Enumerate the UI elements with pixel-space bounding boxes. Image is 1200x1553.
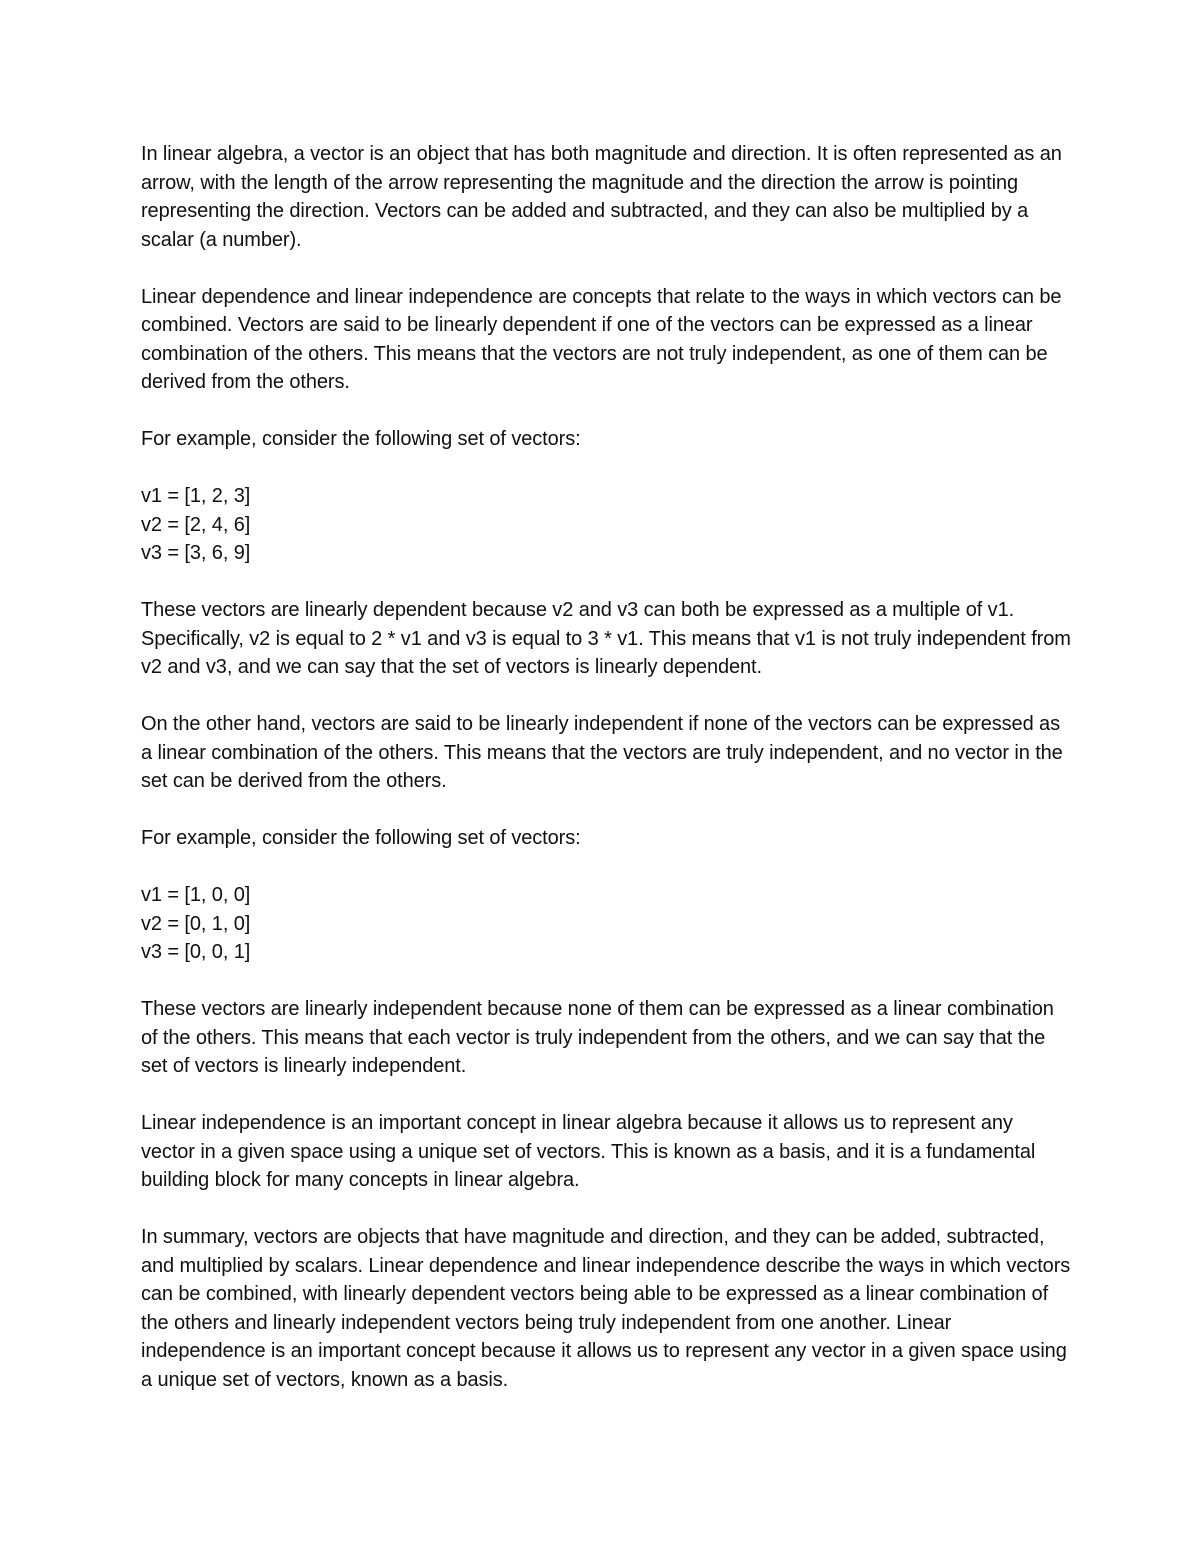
document-page	[141, 140, 1071, 1423]
paragraph-vector-definition: In linear algebra, a vector is an object that has both magnitude and direction. It is often represented as an arrow, with the length of the arrow representing the magnitude and the direction the arrow is pointing representing the direction. Vectors can be added and subtracted, and they can also be multiplied by a scalar (a number).	[141, 143, 1062, 251]
independent-vector-v1: v1 = [1, 0, 0]	[141, 884, 251, 906]
paragraph-example-intro-independent: For example, consider the following set of vectors:	[141, 827, 581, 849]
paragraph-dependent-explanation: These vectors are linearly dependent because v2 and v3 can both be expressed as a multiple of v1. Specifically, v2 is equal to 2 * v1 and v3 is equal to 3 * v1. This means that v1 is not truly independent from v2 and v3, and we can say that the set of vectors is linearly dependent.	[141, 599, 1071, 678]
paragraph-independent-explanation: These vectors are linearly independent because none of them can be expressed as a linear combination of the others. This means that each vector is truly independent from the others, and we can say that the set of vectors is linearly independent.	[141, 998, 1054, 1077]
dependent-vector-v1: v1 = [1, 2, 3]	[141, 485, 251, 507]
dependent-vector-v2: v2 = [2, 4, 6]	[141, 513, 251, 536]
paragraph-linear-dependence: Linear dependence and linear independence are concepts that relate to the ways in which vectors can be combined. Vectors are said to be linearly dependent if one of the vectors can be expressed as a linear combination of the others. This means that the vectors are not truly independent, as one of them can be derived from the others.	[141, 285, 1062, 393]
paragraph-example-intro-dependent: For example, consider the following set of vectors:	[141, 428, 581, 450]
dependent-vector-list	[141, 482, 1071, 568]
independent-vector-v3: v3 = [0, 0, 1]	[141, 941, 251, 963]
paragraph-basis: Linear independence is an important concept in linear algebra because it allows us to represent any vector in a given space using a unique set of vectors. This is known as a basis, and it is a fundamental building block for many concepts in linear algebra.	[141, 1112, 1036, 1191]
paragraph-summary: In summary, vectors are objects that have magnitude and direction, and they can be added, subtracted, and multiplied by scalars. Linear dependence and linear independence describe the ways in which vectors can be combined, with linearly dependent vectors being able to be expressed as a linear combination of the others and linearly independent vectors being truly independent from one another. Linear independence is an important concept because it allows us to represent any vector in a given space using a unique set of vectors, known as a basis.	[141, 1226, 1071, 1391]
paragraph-linear-independence: On the other hand, vectors are said to be linearly independent if none of the vectors can be expressed as a linear combination of the others. This means that the vectors are truly independent, and no vector in the set can be derived from the others.	[141, 713, 1063, 792]
dependent-vector-v3: v3 = [3, 6, 9]	[141, 542, 251, 564]
independent-vector-v2: v2 = [0, 1, 0]	[141, 912, 251, 935]
independent-vector-list	[141, 881, 1071, 967]
